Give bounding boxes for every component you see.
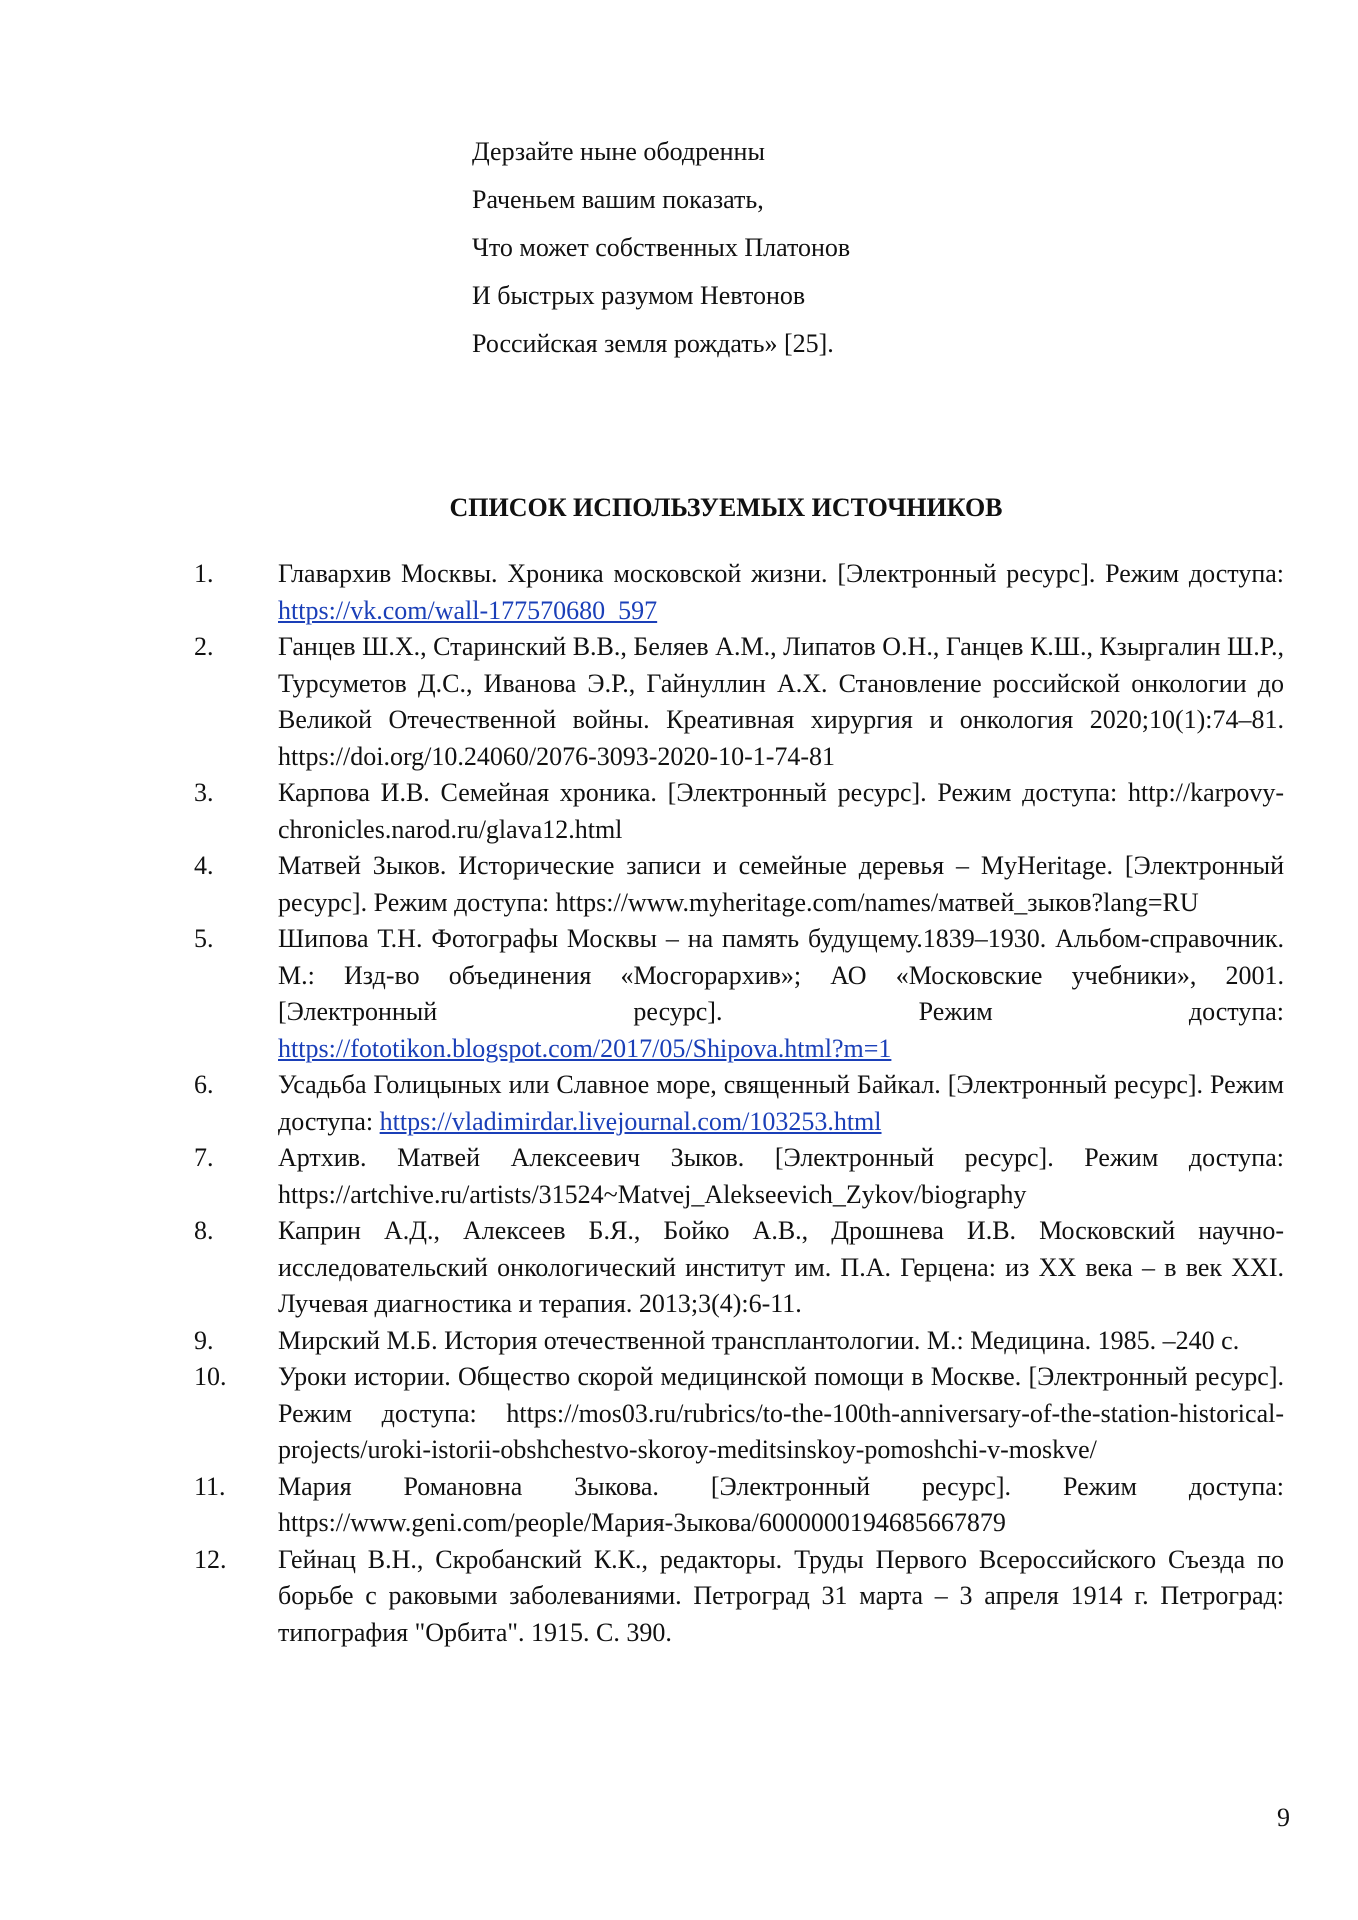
reference-item bbox=[194, 1542, 1284, 1652]
poem-quote bbox=[472, 128, 1072, 368]
reference-text bbox=[278, 556, 1284, 629]
reference-number: 7. bbox=[194, 1143, 214, 1172]
reference-item bbox=[194, 556, 1284, 629]
reference-body: Главархив Москвы. Хроника московской жизни. [Электронный ресурс]. Режим доступа: bbox=[278, 559, 1284, 588]
reference-text bbox=[278, 1323, 1284, 1360]
poem-line: Дерзайте ныне ободренны bbox=[472, 137, 765, 166]
reference-body: Ганцев Ш.Х., Старинский В.В., Беляев А.М., Липатов О.Н., Ганцев К.Ш., Кзыргалин Ш.Р., Турсуметов Д.С., Иванова Э.Р., Гайнуллин А.Х. Становление российской онкологии до Великой Отечественной войны. Креативная хирургия и онкология 2020;10(1):74–81. https://doi.org/10.24060/2076-3093-2020-10-1-74-81 bbox=[278, 632, 1284, 771]
reference-body: Артхив. Матвей Алексеевич Зыков. [Электронный ресурс]. Режим доступа: https://artchive.ru/artists/31524~Matvej_Alekseevich_Zykov/biography bbox=[278, 1143, 1284, 1209]
reference-body: Мария Романовна Зыкова. [Электронный ресурс]. Режим доступа: https://www.geni.com/people/Мария-Зыкова/6000000194685667879 bbox=[278, 1471, 1284, 1537]
reference-item bbox=[194, 629, 1284, 775]
reference-item bbox=[194, 848, 1284, 921]
reference-item bbox=[194, 775, 1284, 848]
reference-link[interactable]: https://vk.com/wall-177570680_597 bbox=[278, 595, 658, 625]
poem-line: Раченьем вашим показать, bbox=[472, 185, 764, 214]
reference-link[interactable]: https://vladimirdar.livejournal.com/103253.html bbox=[379, 1106, 882, 1136]
reference-number: 12. bbox=[194, 1544, 227, 1574]
reference-item bbox=[194, 1469, 1284, 1542]
reference-number: 3. bbox=[194, 778, 214, 807]
poem-line: Российская земля рождать» [25]. bbox=[472, 329, 834, 358]
reference-number: 10. bbox=[194, 1362, 227, 1391]
reference-body: Каприн А.Д., Алексеев Б.Я., Бойко А.В., Дрошнева И.В. Московский научно-исследовательский онкологический институт им. П.А. Герцена: из XX века – в век XXI. Лучевая диагностика и терапия. 2013;3(4):6-11. bbox=[278, 1216, 1284, 1318]
reference-text bbox=[278, 1213, 1284, 1323]
reference-text bbox=[278, 629, 1284, 775]
reference-item bbox=[194, 1359, 1284, 1469]
poem-line: И быстрых разумом Невтонов bbox=[472, 281, 806, 310]
reference-item bbox=[194, 1140, 1284, 1213]
reference-number: 1. bbox=[194, 559, 214, 588]
reference-number: 5. bbox=[194, 924, 214, 953]
reference-body: Гейнац В.Н., Скробанский К.К., редакторы. Труды Первого Всероссийского Съезда по борьбе с раковыми заболеваниями. Петроград 31 марта – 3 апреля 1914 г. Петроград: типография "Орбита". 1915. С. 390. bbox=[278, 1544, 1284, 1647]
reference-body: Карпова И.В. Семейная хроника. [Электронный ресурс]. Режим доступа: http://karpovy-chronicles.narod.ru/glava12.html bbox=[278, 778, 1284, 844]
references-list bbox=[194, 556, 1284, 1651]
reference-text bbox=[278, 1140, 1284, 1213]
reference-number: 4. bbox=[194, 851, 214, 880]
reference-item bbox=[194, 1213, 1284, 1323]
reference-text bbox=[278, 1469, 1284, 1542]
poem-line: Что может собственных Платонов bbox=[472, 233, 851, 262]
reference-body: Усадьба Голицыных или Славное море, священный Байкал. [Электронный ресурс]. Режим доступа: bbox=[278, 1070, 1284, 1136]
reference-body: Шипова Т.Н. Фотографы Москвы – на память будущему.1839–1930. Альбом-справочник. М.: Изд-во объединения «Мосгорархив»; АО «Московские учебники», 2001. [Электронный ресурс]. Режим доступа: bbox=[278, 924, 1284, 1026]
reference-body: Уроки истории. Общество скорой медицинской помощи в Москве. [Электронный ресурс]. Режим доступа: https://mos03.ru/rubrics/to-the-100th-anniversary-of-the-station-historical-projects/uroki-istorii-obshchestvo-skoroy-meditsinskoy-pomoshchi-v-moskve/ bbox=[278, 1362, 1284, 1464]
reference-text bbox=[278, 921, 1284, 1067]
reference-text bbox=[278, 1542, 1284, 1652]
reference-number: 8. bbox=[194, 1216, 214, 1245]
reference-number: 11. bbox=[194, 1471, 226, 1501]
reference-number: 9. bbox=[194, 1325, 214, 1355]
reference-item bbox=[194, 1067, 1284, 1140]
reference-number: 6. bbox=[194, 1070, 214, 1099]
reference-text bbox=[278, 1359, 1284, 1469]
page-number: 9 bbox=[1277, 1803, 1290, 1832]
reference-body: Мирский М.Б. История отечественной трансплантологии. М.: Медицина. 1985. –240 с. bbox=[278, 1325, 1240, 1355]
reference-item bbox=[194, 921, 1284, 1067]
references-title: СПИСОК ИСПОЛЬЗУЕМЫХ ИСТОЧНИКОВ bbox=[449, 493, 1003, 522]
reference-body: Матвей Зыков. Исторические записи и семейные деревья – MyHeritage. [Электронный ресурс]. Режим доступа: https://www.myheritage.com/names/матвей_зыков?lang=RU bbox=[278, 851, 1284, 917]
reference-item bbox=[194, 1323, 1284, 1360]
reference-text bbox=[278, 848, 1284, 921]
reference-number: 2. bbox=[194, 632, 214, 661]
reference-text bbox=[278, 1067, 1284, 1140]
reference-text bbox=[278, 775, 1284, 848]
reference-link[interactable]: https://fototikon.blogspot.com/2017/05/Shipova.html?m=1 bbox=[278, 1033, 892, 1063]
